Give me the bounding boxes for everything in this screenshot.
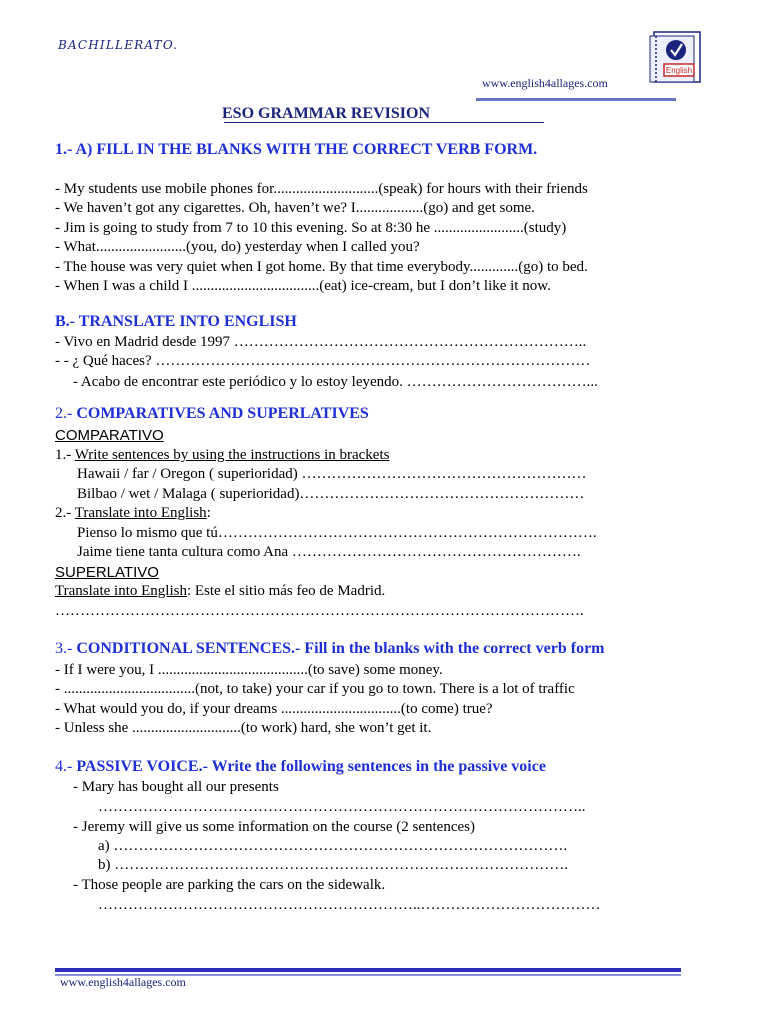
website-footer-link[interactable]: www.english4allages.com [60, 975, 186, 989]
section1-line: - We haven’t got any cigarettes. Oh, haven’t we? I..................(go) and get some. [55, 200, 535, 216]
section3-title: CONDITIONAL SENTENCES.- Fill in the blanks with the correct verb form [76, 640, 605, 657]
section1-line: - When I was a child I ..................................(eat) ice-cream, but I don’t like it now. [55, 278, 551, 294]
section4-heading [55, 758, 546, 776]
footer-divider [55, 968, 681, 972]
conditional-line: - Unless she .............................(to work) hard, she won’t get it. [55, 720, 432, 736]
conditional-line: - If I were you, I ........................................(to save) some money. [55, 662, 443, 678]
section1b-heading: B.- TRANSLATE INTO ENGLISH [55, 313, 297, 330]
section3-number: 3.- [55, 640, 77, 657]
comparativo-line: Jaime tiene tanta cultura como Ana …………………………………………………. [77, 544, 581, 560]
passive-answer-line: b) ………………………………………………………………………………. [98, 857, 568, 873]
conditional-line: - What would you do, if your dreams ................................(to come) true? [55, 701, 493, 717]
section1-line: - My students use mobile phones for............................(speak) for hours with their friends [55, 181, 588, 197]
translate-line: - Acabo de encontrar este periódico y lo estoy leyendo. ………………………………... [73, 374, 598, 390]
passive-line: - Jeremy will give us some information on the course (2 sentences) [73, 819, 475, 835]
section4-number: 4.- [55, 758, 77, 775]
comparativo-line: Hawaii / far / Oregon ( superioridad) ………………………………………………… [77, 466, 587, 482]
comparativo-item2 [55, 504, 211, 523]
section1-heading: 1.- A) FILL IN THE BLANKS WITH THE CORRECT VERB FORM. [55, 141, 538, 158]
level-label: BACHILLERATO. [58, 38, 179, 52]
item1-instruction: Write sentences by using the instructions in brackets [74, 447, 390, 463]
page-title: ESO GRAMMAR REVISION [222, 105, 431, 122]
item2-number: 2.- [55, 505, 75, 521]
superlativo-sentence: : Este el sitio más feo de Madrid. [186, 583, 386, 599]
comparativo-line: Pienso lo mismo que tú…………………………………………………………………. [77, 525, 597, 541]
item2-colon: : [206, 505, 211, 521]
passive-answer-line: …………………………………………………………………………………….. [98, 799, 586, 815]
item2-instruction: Translate into English [74, 505, 207, 521]
title-underline [224, 122, 544, 123]
superlativo-label: SUPERLATIVO [55, 564, 159, 581]
section4-title: PASSIVE VOICE.- Write the following sentences in the passive voice [76, 758, 546, 775]
header-divider [476, 98, 676, 101]
section1-line: - What........................(you, do) yesterday when I called you? [55, 239, 420, 255]
logo-text: English [665, 66, 693, 75]
item1-number: 1.- [55, 447, 75, 463]
section1-line: - The house was very quiet when I got home. By that time everybody.............(go) to bed. [55, 259, 588, 275]
translate-line: - Vivo en Madrid desde 1997 …………………………………………………………….. [55, 334, 587, 350]
section2-heading [55, 405, 369, 423]
comparativo-line: Bilbao / wet / Malaga ( superioridad)………………………………………………… [77, 486, 585, 502]
superlativo-answer-line: ……………………………………………………………………………………………. [55, 603, 584, 619]
passive-line: - Those people are parking the cars on the sidewalk. [73, 877, 386, 893]
superlativo-instruction: Translate into English [55, 583, 187, 599]
section2-number: 2.- [55, 405, 77, 422]
translate-line: - - ¿ Qué haces? …………………………………………………………………………… [55, 353, 591, 369]
comparativo-item1 [55, 446, 389, 465]
conditional-line: - ...................................(not, to take) your car if you go to town. There is a lot of traffic [55, 681, 575, 697]
section3-heading [55, 640, 605, 658]
section2-title: COMPARATIVES AND SUPERLATIVES [76, 405, 369, 422]
superlativo-line [55, 582, 385, 601]
comparativo-label: COMPARATIVO [55, 427, 164, 444]
website-header-link[interactable]: www.english4allages.com [482, 76, 608, 90]
passive-answer-line: a) ………………………………………………………………………………. [98, 838, 568, 854]
english-logo [646, 28, 704, 86]
section1-line: - Jim is going to study from 7 to 10 this evening. So at 8:30 he ........................(study) [55, 220, 567, 236]
passive-line: - Mary has bought all our presents [73, 779, 279, 795]
passive-answer-line: ………………………………………………………..……………………………… [98, 897, 601, 913]
